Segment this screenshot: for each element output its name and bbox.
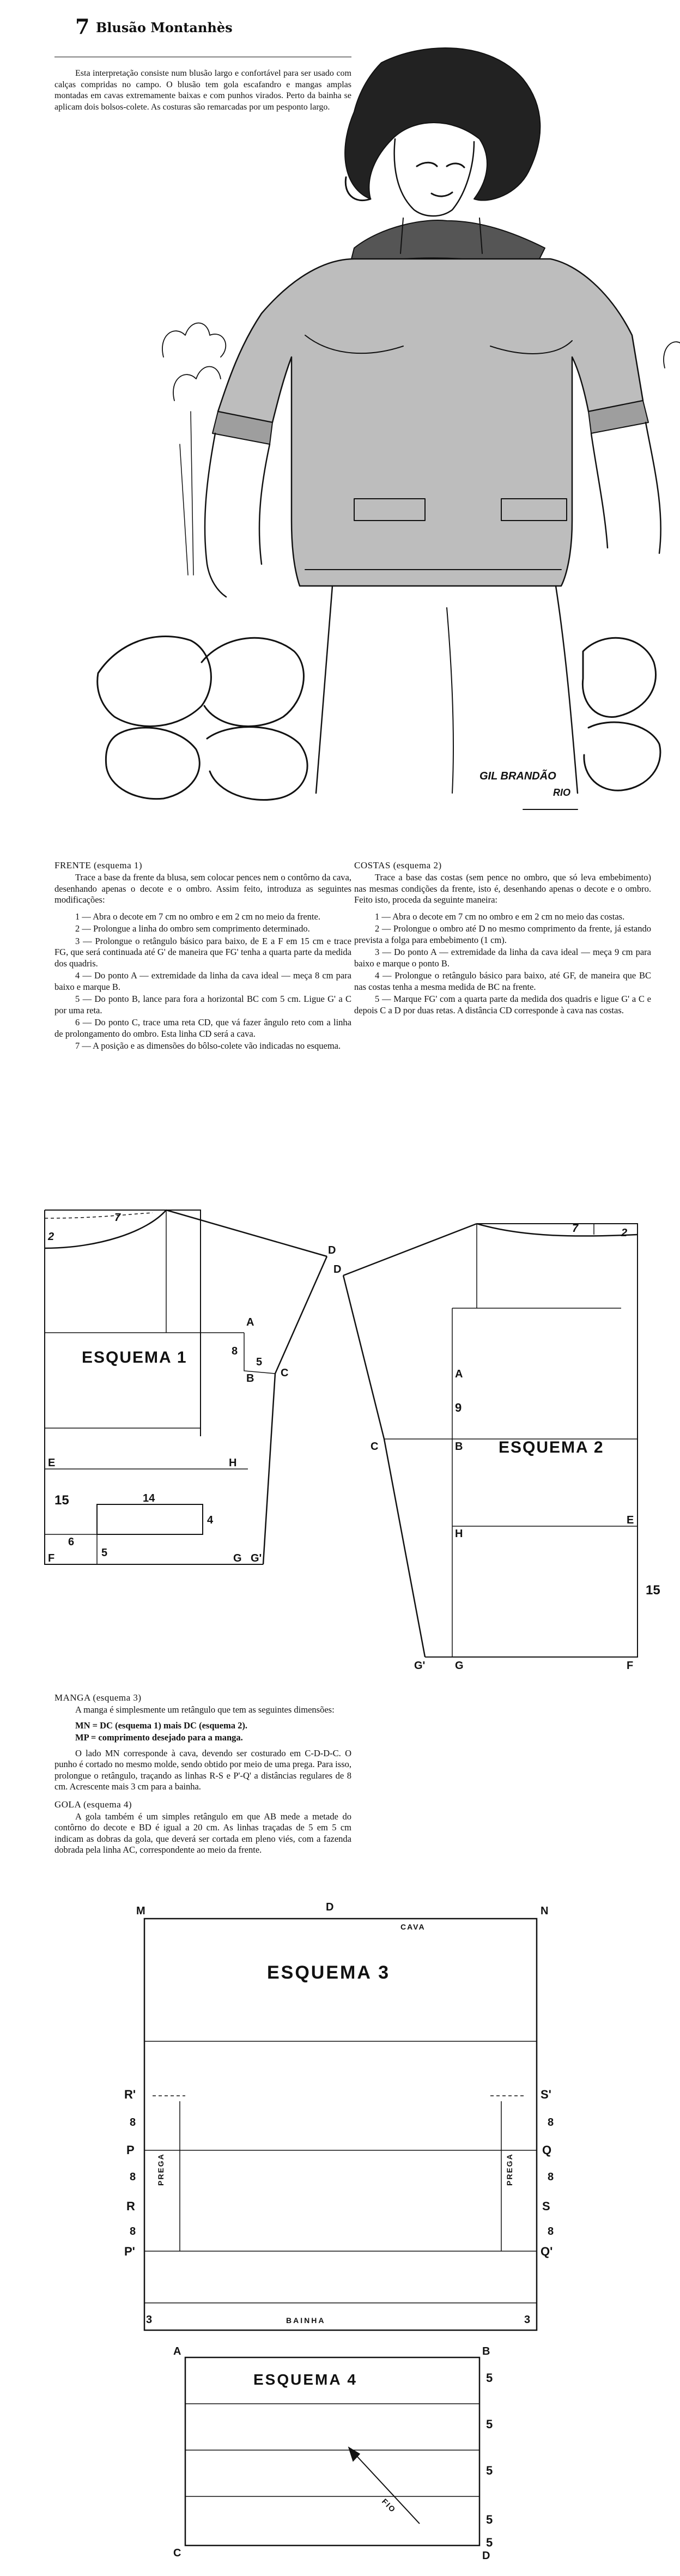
esquema-2-measure-7: 7: [572, 1223, 579, 1235]
esquema-1-measure-5b: 5: [101, 1547, 108, 1559]
esquema-3-label-d: D: [326, 1901, 334, 1913]
esquema-1-label-a: A: [246, 1316, 254, 1328]
esquema-2-label-b: B: [455, 1441, 463, 1453]
esquema-2-label-f: F: [627, 1660, 634, 1672]
esquema-3-measure-3: 3: [524, 2314, 531, 2326]
costas-step: 3 — Do ponto A — extremidade da linha da cava ideal — meça 9 cm para baixo e marque o ponto B.: [354, 947, 651, 969]
esquema-2-label-g: G: [455, 1660, 464, 1672]
illustration-signature: GIL BRANDÃO: [479, 770, 556, 782]
frente-step: 4 — Do ponto A — extremidade da linha da cava ideal — meça 8 cm para baixo e marque B.: [54, 970, 351, 992]
esquema-3-measure-8: 8: [548, 2117, 554, 2128]
manga-mp: MP = comprimento desejado para a manga.: [75, 1732, 243, 1743]
esquema-1-label-f: F: [48, 1552, 55, 1564]
esquema-3-label-r-prime: R': [124, 2088, 136, 2101]
esquema-4-label-d: D: [482, 2550, 490, 2562]
illustration-signature-place: RIO: [553, 787, 571, 798]
esquema-3-title: ESQUEMA 3: [267, 1962, 391, 1983]
esquema-3-label-m: M: [136, 1905, 145, 1917]
esquema-3-measure-8: 8: [548, 2226, 554, 2238]
esquema-3-label-p: P: [126, 2143, 135, 2157]
frente-step: 5 — Do ponto B, lance para fora a horizontal BC com 5 cm. Ligue G' a C por uma reta.: [54, 994, 351, 1015]
esquema-3-measure-8: 8: [548, 2171, 554, 2183]
gola-body: A gola também é um simples retângulo em que AB mede a metade do contôrno do decote e BD é igual a 20 cm. As linhas traçadas de 5 em 5 cm indicam as dobras da gola, que deverá ser cortada em pleno viés, com a fazenda dobrada pela linha AC, correspondente ao meio da frente.: [54, 1811, 351, 1855]
esquema-3-measure-3: 3: [146, 2314, 153, 2326]
esquema-4-measure-5: 5: [486, 2417, 493, 2431]
frente-step: 2 — Prolongue a linha do ombro sem comprimento determinado.: [75, 923, 310, 934]
esquema-4-fio: FIO: [380, 2496, 398, 2514]
esquema-2-measure-15: 15: [646, 1583, 660, 1598]
esquema-1-measure-5: 5: [256, 1356, 263, 1368]
frente-step: 1 — Abra o decote em 7 cm no ombro e em 2 cm no meio da frente.: [75, 911, 320, 922]
esquema-1-title: ESQUEMA 1: [82, 1349, 187, 1366]
esquema-2-label-d: D: [333, 1263, 342, 1275]
esquema-3-measure-8: 8: [130, 2117, 136, 2128]
esquema-4-label-c: C: [173, 2547, 181, 2559]
esquema-1-label-d: D: [328, 1244, 336, 1256]
costas-step: 4 — Prolongue o retângulo básico para baixo, até GF, de maneira que BC nas costas tenha a mesma medida de BC na frente.: [354, 970, 651, 992]
esquema-3-label-q: Q: [542, 2143, 552, 2157]
esquema-1-measure-2: 2: [48, 1231, 54, 1243]
esquema-1-label-e: E: [48, 1457, 56, 1469]
esquema-4-title: ESQUEMA 4: [253, 2371, 357, 2388]
esquema-3-label-q-prime: Q': [541, 2245, 553, 2258]
esquema-3-label-s-prime: S': [541, 2088, 551, 2101]
esquema-4-measure-5: 5: [486, 2536, 493, 2549]
esquema-2-measure-2: 2: [621, 1227, 628, 1239]
pattern-number: 7: [75, 14, 90, 39]
esquema-2-label-e: E: [627, 1514, 634, 1526]
esquema-4-measure-5: 5: [486, 2513, 493, 2526]
esquema-1-measure-6: 6: [68, 1536, 75, 1548]
esquema-4-measure-5: 5: [486, 2464, 493, 2477]
esquema-2-label-h: H: [455, 1528, 463, 1540]
esquema-1-measure-4: 4: [207, 1514, 214, 1526]
costas-step: 5 — Marque FG' com a quarta parte da medida dos quadris e ligue G' a C e depois C a D por duas retas. A distância CD corresponde à cava nas costas.: [354, 994, 651, 1015]
frente-intro: Trace a base da frente da blusa, sem colocar pences nem o contôrno da cava, desenhando apenas o decote e o ombro. Assim feito, introduza as seguintes modificações:: [54, 872, 351, 905]
esquema-3-label-p-prime: P': [124, 2245, 135, 2258]
esquema-1-label-b: B: [246, 1372, 254, 1384]
esquema-3-measure-8: 8: [130, 2171, 136, 2183]
esquema-4-label-a: A: [173, 2345, 181, 2357]
esquema-3-label-r: R: [126, 2199, 135, 2213]
esquema-2-title: ESQUEMA 2: [499, 1438, 604, 1456]
esquema-2-label-c: C: [371, 1441, 379, 1453]
costas-step: 2 — Prolongue o ombro até D no mesmo comprimento da frente, já estando prevista a folga para embebimento (1 cm).: [354, 923, 651, 945]
intro-paragraph: Esta interpretação consiste num blusão largo e confortável para ser usado com calças compridas no campo. O blusão tem gola escafandro e mangas amplas montadas em cavas extremamente baixas e com punhos virados. Perto da bainha se aplicam dois bolsos-colete. As costuras são remarcadas por um pesponto largo.: [54, 69, 351, 112]
esquema-1-measure-15: 15: [54, 1493, 69, 1508]
manga-body: O lado MN corresponde à cava, devendo ser costurado em C-D-D-C. O punho é cortado no mesmo molde, sendo obtido por meio de uma prega. Para isso, prolongue o retângulo, traçando as linhas R-S e P'-Q' a distâncias regulares de 8 cm. Acrescente mais 3 cm para a bainha.: [54, 1747, 351, 1792]
costas-intro: Trace a base das costas (sem pence no ombro, que só leva embebimento) nas mesmas condições da frente, isto é, desenhando apenas o decote e o ombro. Feito isto, proceda da seguinte maneira:: [354, 872, 651, 905]
esquema-2-measure-9: 9: [455, 1401, 462, 1414]
manga-intro: A manga é simplesmente um retângulo que tem as seguintes dimensões:: [75, 1704, 335, 1715]
esquema-3-bainha: BAINHA: [286, 2316, 326, 2325]
manga-heading: MANGA (esquema 3): [54, 1692, 142, 1703]
esquema-2-label-g-prime: G': [414, 1660, 426, 1672]
esquema-3-cava: CAVA: [400, 1922, 426, 1931]
esquema-3-label-n: N: [541, 1905, 549, 1917]
gola-heading: GOLA (esquema 4): [54, 1799, 132, 1810]
frente-step: 7 — A posição e as dimensões do bôlso-colete vão indicadas no esquema.: [75, 1041, 341, 1051]
esquema-4-measure-5: 5: [486, 2371, 493, 2385]
esquema-3-prega-left: PREGA: [156, 2153, 165, 2186]
esquema-1-measure-14: 14: [143, 1492, 155, 1504]
esquema-1-measure-8: 8: [232, 1345, 238, 1357]
page-title: Blusão Montanhès: [96, 20, 233, 35]
frente-heading: FRENTE (esquema 1): [54, 860, 143, 870]
frente-step: 3 — Prolongue o retângulo básico para baixo, de E a F em 15 cm e trace FG, que será continuada até G' de maneira que FG' tenha a quarta parte da medida dos quadris.: [54, 935, 351, 969]
costas-step: 1 — Abra o decote em 7 cm no ombro e em 2 cm no meio das costas.: [375, 911, 625, 922]
frente-step: 6 — Do ponto C, trace uma reta CD, que vá fazer ângulo reto com a linha de prolongamento do ombro. Esta linha CD será a cava.: [54, 1017, 351, 1039]
esquema-4-label-b: B: [482, 2345, 490, 2357]
esquema-3-label-s: S: [542, 2199, 550, 2213]
esquema-1-measure-7: 7: [114, 1212, 121, 1224]
esquema-1-label-c: C: [281, 1367, 289, 1379]
esquema-1-label-g-prime: G': [251, 1552, 262, 1564]
esquema-1-label-h: H: [229, 1457, 237, 1469]
costas-heading: COSTAS (esquema 2): [354, 860, 442, 870]
manga-mn: MN = DC (esquema 1) mais DC (esquema 2).: [75, 1720, 247, 1731]
esquema-1-label-g: G: [233, 1552, 242, 1564]
esquema-3-measure-8: 8: [130, 2226, 136, 2238]
esquema-2-label-a: A: [455, 1368, 463, 1380]
esquema-3-prega-right: PREGA: [505, 2153, 514, 2186]
